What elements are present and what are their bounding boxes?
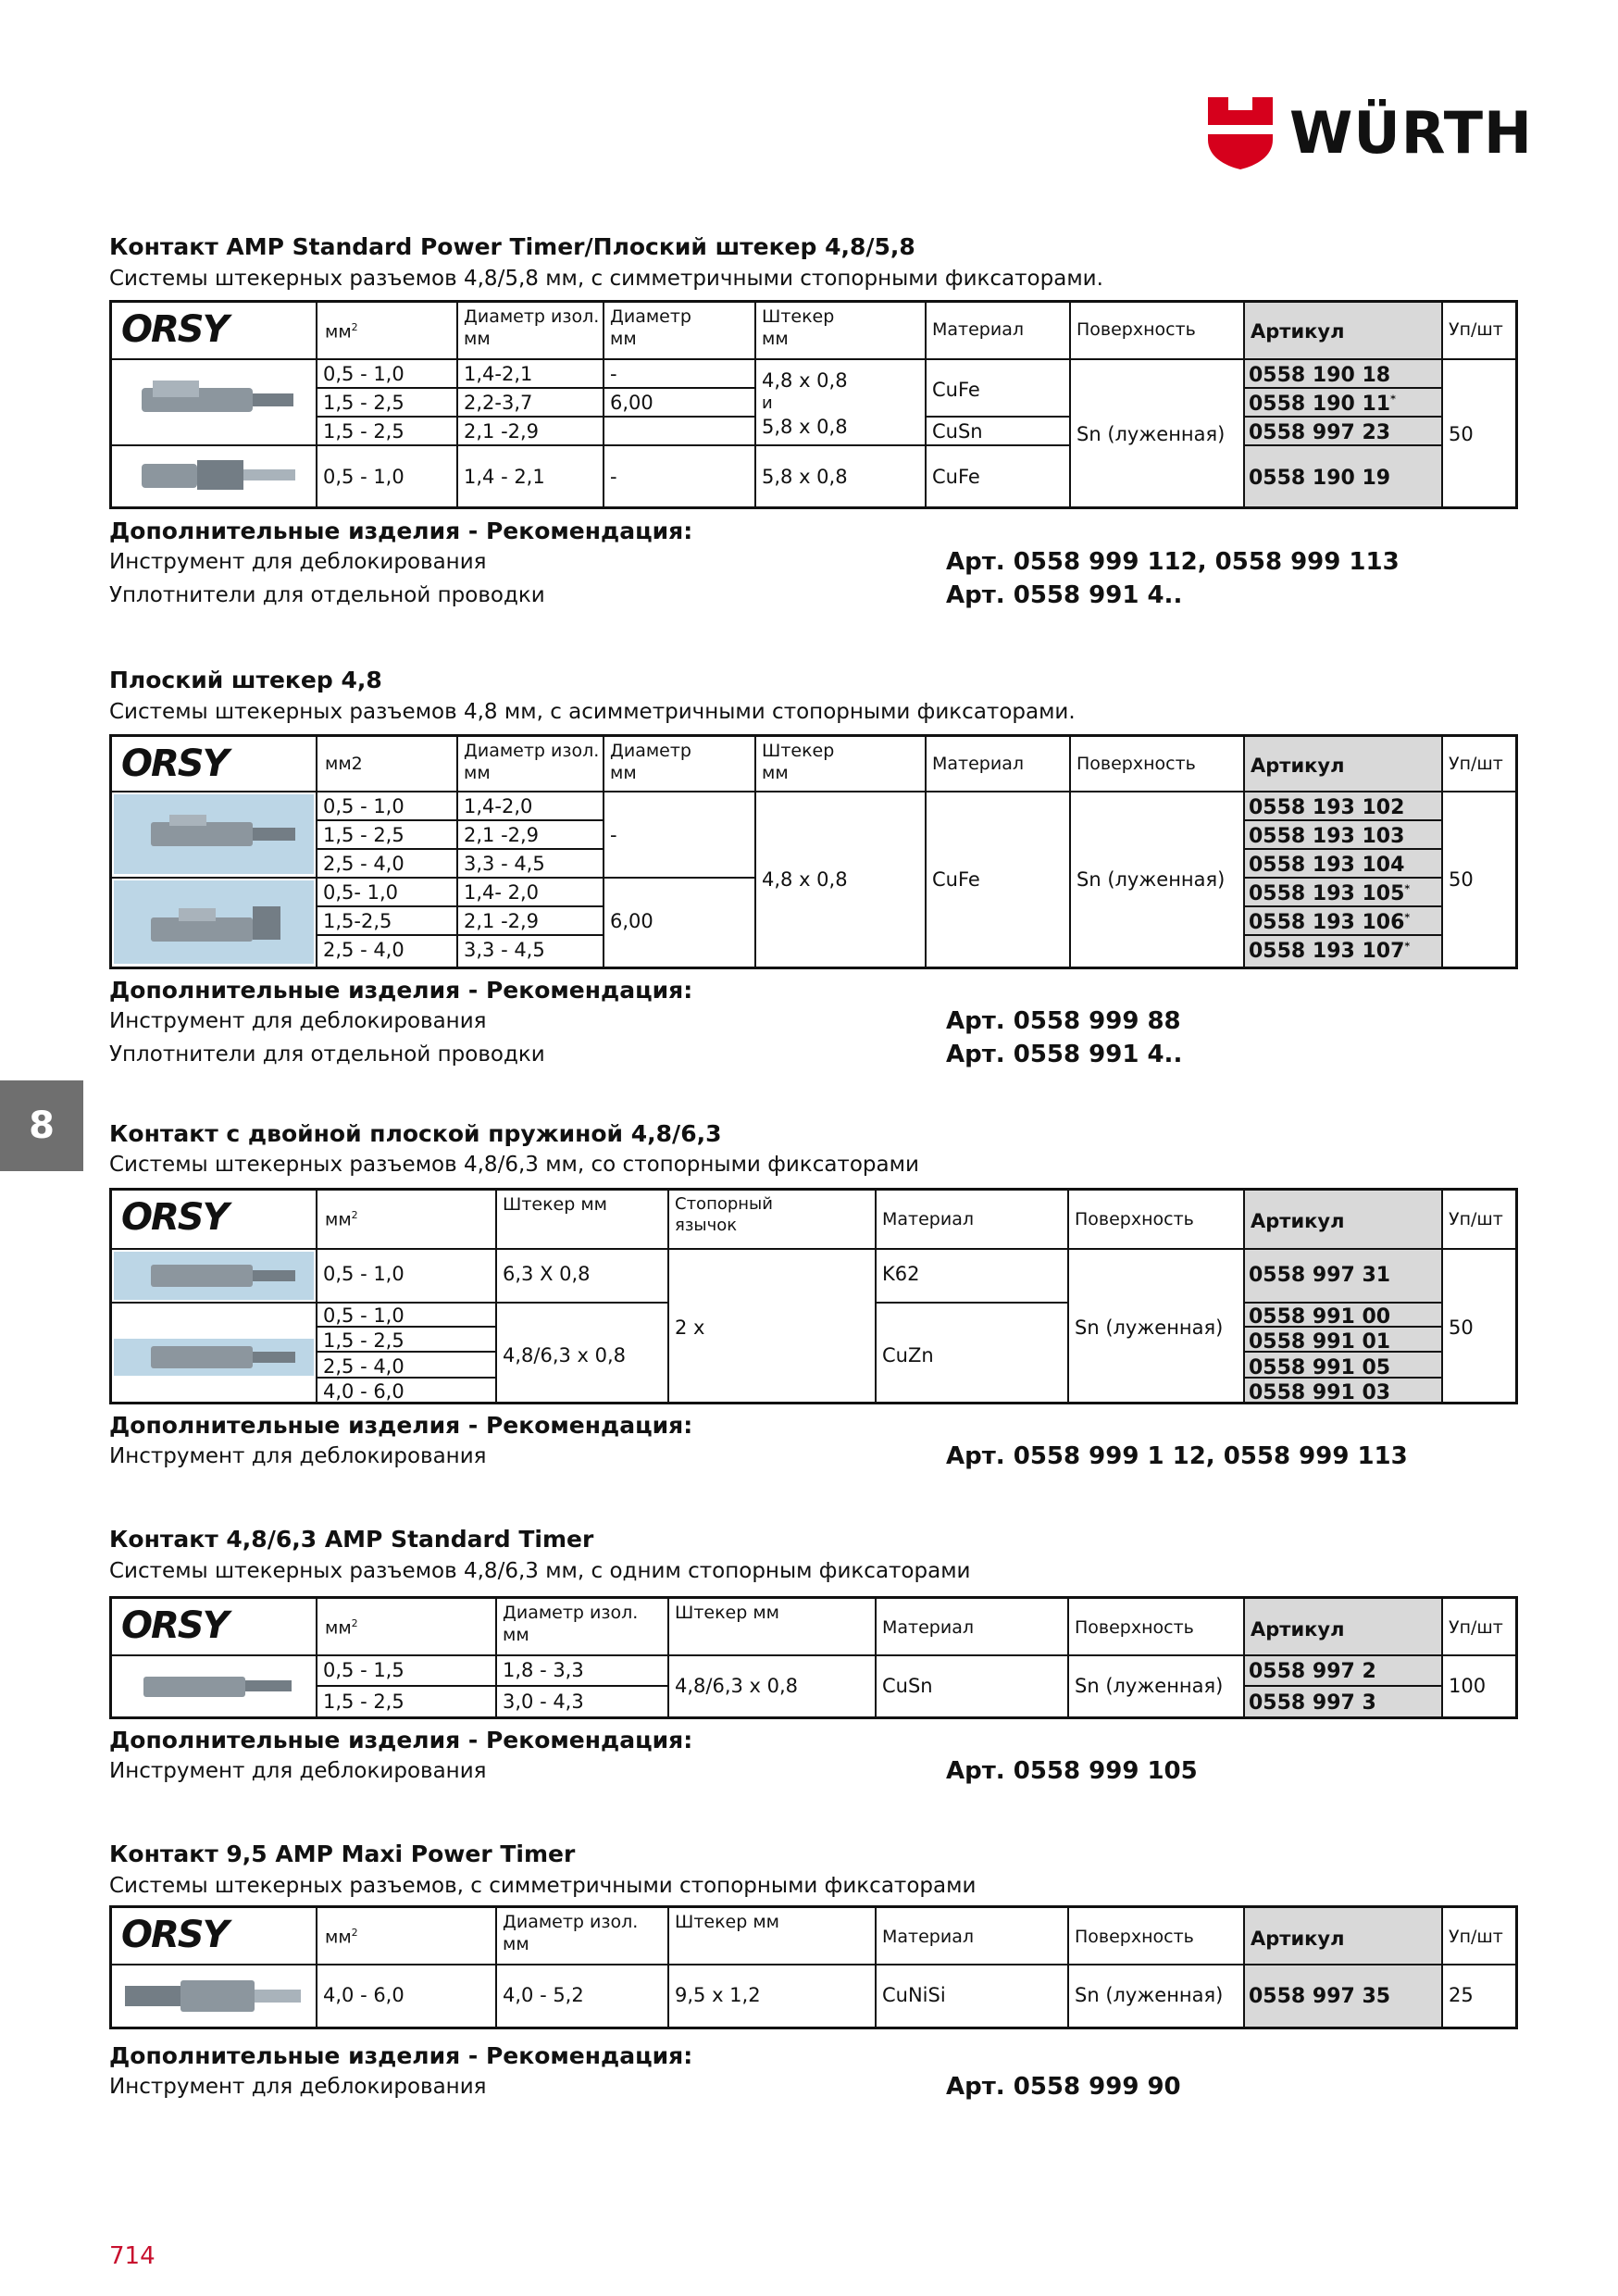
cell-mm2: 0,5 - 1,5: [323, 1659, 404, 1681]
orsy-logo: ORSY: [121, 1196, 228, 1239]
article-number: 0558 997 3: [1249, 1691, 1376, 1715]
header-shteker: Штекер мм: [503, 1194, 608, 1215]
cell-diam-iz: 2,1 -2,9: [464, 420, 540, 443]
cell-shteker: 4,8 x 0,8: [762, 868, 848, 891]
article-number: 0558 997 2: [1249, 1660, 1376, 1683]
cell-mm2: 0,5 - 1,0: [323, 1263, 404, 1285]
header-diam-iz: Диаметр изол. мм: [503, 1912, 639, 1954]
cell-mm2: 1,5 - 2,5: [323, 1329, 404, 1352]
product-photo: [114, 1252, 314, 1300]
header-shteker: Штекер мм: [762, 306, 835, 349]
accessories-title: Дополнительные изделия - Рекомендация:: [109, 977, 693, 1004]
cell-material: CuNiSi: [882, 1984, 946, 2006]
cell-material: CuZn: [882, 1344, 934, 1366]
header-mm2: $мм^2$: [325, 1617, 358, 1639]
cell-mm2: 0,5- 1,0: [323, 881, 399, 904]
article-number: 0558 997 31: [1249, 1264, 1391, 1287]
header-pack: Уп/шт: [1449, 319, 1503, 340]
page-number: 714: [109, 2242, 156, 2270]
cell-material: CuFe: [932, 868, 980, 891]
cell-diam-iz: 1,4- 2,0: [464, 881, 540, 904]
article-number: 0558 193 104: [1249, 854, 1405, 877]
cell-diam: 6,00: [610, 392, 653, 414]
product-table: [109, 1596, 1518, 1719]
header-diam-iz: Диаметр изол. мм: [464, 741, 600, 783]
article-number: 0558 997 23: [1249, 421, 1391, 444]
header-material: Материал: [882, 1209, 974, 1229]
cell-mm2: 2,5 - 4,0: [323, 939, 404, 961]
header-mm2: $мм^2$: [325, 1927, 358, 1948]
article-number: 0558 190 11*: [1249, 393, 1396, 416]
product-photo: [114, 794, 314, 874]
product-table: [109, 1905, 1518, 2029]
cell-surface: Sn (луженная): [1075, 1984, 1224, 2006]
cell-shteker: 5,8 x 0,8: [762, 416, 848, 438]
header-shteker: Штекер мм: [675, 1603, 780, 1623]
article-number: 0558 991 00: [1249, 1305, 1391, 1329]
cell-material: CuSn: [882, 1675, 933, 1697]
article-number: 0558 193 107*: [1249, 940, 1411, 963]
cell-shteker: 6,3 X 0,8: [503, 1263, 591, 1285]
accessory-article: Арт. 0558 999 90: [946, 2073, 1181, 2101]
accessory-label: Инструмент для деблокирования: [109, 1444, 487, 1468]
cell-mm2: 2,5 - 4,0: [323, 1355, 404, 1378]
header-pack: Уп/шт: [1449, 1209, 1503, 1229]
cell-shteker: 9,5 x 1,2: [675, 1984, 761, 2006]
cell-diam-iz: 2,2-3,7: [464, 392, 533, 414]
cell-shteker: 4,8/6,3 x 0,8: [675, 1675, 799, 1697]
cell-diam-iz: 1,4-2,1: [464, 363, 533, 385]
cell-surface: Sn (луженная): [1077, 423, 1226, 445]
accessories-title: Дополнительные изделия - Рекомендация:: [109, 2042, 693, 2069]
header-diam: Диаметр мм: [610, 306, 691, 349]
orsy-logo: ORSY: [121, 742, 228, 785]
header-mm2: мм2: [325, 754, 363, 774]
article-number: 0558 193 103: [1249, 825, 1405, 848]
product-photo: [116, 362, 312, 442]
orsy-logo: ORSY: [121, 308, 228, 351]
header-mm2: $мм^2$: [325, 321, 358, 343]
accessory-article: Арт. 0558 999 105: [946, 1757, 1198, 1785]
cell-material: CuSn: [932, 420, 983, 443]
accessory-label: Инструмент для деблокирования: [109, 1759, 487, 1783]
header-pack: Уп/шт: [1449, 754, 1503, 774]
header-article: Артикул: [1251, 1928, 1345, 1950]
cell-mm2: 1,5 - 2,5: [323, 420, 404, 443]
product-photo: [116, 449, 312, 503]
cell-diam-iz: 1,4-2,0: [464, 795, 533, 817]
product-table: [109, 734, 1518, 969]
header-surface: Поверхность: [1075, 1209, 1194, 1229]
product-photo: [116, 1967, 312, 2023]
section-subtitle: Системы штекерных разъемов 4,8/6,3 мм, с одним стопорным фиксаторами: [109, 1559, 971, 1583]
chapter-tab[interactable]: 8: [0, 1080, 83, 1171]
cell-diam: 6,00: [610, 910, 653, 932]
section-title: Контакт AMP Standard Power Timer/Плоский штекер 4,8/5,8: [109, 233, 915, 260]
cell-surface: Sn (луженная): [1075, 1316, 1224, 1339]
header-surface: Поверхность: [1075, 1927, 1194, 1947]
cell-diam-iz: 3,3 - 4,5: [464, 939, 545, 961]
header-article: Артикул: [1251, 1618, 1345, 1641]
cell-surface: Sn (луженная): [1075, 1675, 1224, 1697]
cell-material: CuFe: [932, 379, 980, 401]
cell-surface: Sn (луженная): [1077, 868, 1226, 891]
article-number: 0558 991 05: [1249, 1356, 1391, 1379]
cell-shteker: 5,8 x 0,8: [762, 466, 848, 488]
header-material: Материал: [932, 754, 1024, 774]
wurth-emblem-icon: [1208, 97, 1273, 169]
cell-pack: 100: [1449, 1675, 1487, 1697]
header-article: Артикул: [1251, 1210, 1345, 1232]
accessory-article: Арт. 0558 999 88: [946, 1007, 1181, 1035]
accessory-article: Арт. 0558 999 1 12, 0558 999 113: [946, 1442, 1408, 1470]
section-title: Контакт 9,5 AMP Maxi Power Timer: [109, 1841, 576, 1867]
header-shteker: Штекер мм: [675, 1912, 780, 1932]
accessory-label: Уплотнители для отдельной проводки: [109, 1042, 545, 1067]
product-table: [109, 1188, 1518, 1404]
cell-diam-iz: 4,0 - 5,2: [503, 1984, 584, 2006]
header-material: Материал: [882, 1617, 974, 1638]
header-shteker: Штекер мм: [762, 741, 835, 783]
header-stop: Стопорный язычок: [675, 1194, 773, 1235]
cell-material: CuFe: [932, 466, 980, 488]
article-number: 0558 991 01: [1249, 1330, 1391, 1354]
section-title: Контакт с двойной плоской пружиной 4,8/6,3: [109, 1120, 722, 1147]
header-surface: Поверхность: [1077, 319, 1196, 340]
cell-mm2: 0,5 - 1,0: [323, 466, 404, 488]
accessory-label: Инструмент для деблокирования: [109, 550, 487, 574]
cell-pack: 50: [1449, 423, 1474, 445]
cell-mm2: 1,5 - 2,5: [323, 824, 404, 846]
cell-material: K62: [882, 1263, 920, 1285]
orsy-logo: ORSY: [121, 1914, 228, 1956]
accessories-title: Дополнительные изделия - Рекомендация:: [109, 1412, 693, 1439]
wurth-logo: [1208, 97, 1533, 169]
header-article: Артикул: [1251, 320, 1345, 343]
accessory-label: Инструмент для деблокирования: [109, 1009, 487, 1033]
header-material: Материал: [932, 319, 1024, 340]
header-material: Материал: [882, 1927, 974, 1947]
accessory-article: Арт. 0558 999 112, 0558 999 113: [946, 548, 1400, 576]
accessory-label: Инструмент для деблокирования: [109, 2075, 487, 2099]
cell-shteker: 4,8/6,3 x 0,8: [503, 1344, 627, 1366]
cell-shteker: и: [762, 393, 773, 413]
cell-mm2: 0,5 - 1,0: [323, 795, 404, 817]
cell-diam: -: [610, 466, 617, 488]
section-subtitle: Системы штекерных разъемов 4,8 мм, с асимметричными стопорными фиксаторами.: [109, 700, 1076, 724]
cell-mm2: 4,0 - 6,0: [323, 1380, 404, 1403]
header-pack: Уп/шт: [1449, 1927, 1503, 1947]
header-article: Артикул: [1251, 755, 1345, 777]
cell-diam-iz: 3,0 - 4,3: [503, 1691, 584, 1713]
cell-mm2: 0,5 - 1,0: [323, 1304, 404, 1327]
header-pack: Уп/шт: [1449, 1617, 1503, 1638]
header-mm2: $мм^2$: [325, 1209, 358, 1230]
article-number: 0558 193 105*: [1249, 882, 1411, 905]
header-diam: Диаметр мм: [610, 741, 691, 783]
header-surface: Поверхность: [1075, 1617, 1194, 1638]
cell-stop: 2 x: [675, 1316, 705, 1339]
brand-name: WÜRTH: [1289, 99, 1533, 167]
cell-pack: 25: [1449, 1984, 1474, 2006]
section-subtitle: Системы штекерных разъемов, с симметричными стопорными фиксаторами: [109, 1874, 977, 1898]
article-number: 0558 193 102: [1249, 796, 1405, 819]
article-number: 0558 190 18: [1249, 364, 1391, 387]
section-subtitle: Системы штекерных разъемов 4,8/5,8 мм, с симметричными стопорными фиксаторами.: [109, 267, 1103, 291]
article-number: 0558 991 03: [1249, 1381, 1391, 1404]
cell-diam: -: [610, 363, 617, 385]
accessory-article: Арт. 0558 991 4..: [946, 1041, 1183, 1068]
header-surface: Поверхность: [1077, 754, 1196, 774]
cell-diam: -: [610, 824, 617, 846]
cell-diam-iz: 1,4 - 2,1: [464, 466, 545, 488]
cell-pack: 50: [1449, 868, 1474, 891]
cell-mm2: 1,5 - 2,5: [323, 392, 404, 414]
article-number: 0558 190 19: [1249, 467, 1391, 490]
accessories-title: Дополнительные изделия - Рекомендация:: [109, 518, 693, 544]
cell-mm2: 2,5 - 4,0: [323, 853, 404, 875]
article-number: 0558 193 106*: [1249, 911, 1411, 934]
section-title: Плоский штекер 4,8: [109, 667, 382, 693]
product-photo: [114, 880, 314, 964]
section-title: Контакт 4,8/6,3 AMP Standard Timer: [109, 1526, 594, 1553]
cell-diam-iz: 2,1 -2,9: [464, 824, 540, 846]
section-subtitle: Системы штекерных разъемов 4,8/6,3 мм, со стопорными фиксаторами: [109, 1153, 919, 1177]
cell-diam-iz: 3,3 - 4,5: [464, 853, 545, 875]
header-diam-iz: Диаметр изол. мм: [503, 1603, 639, 1645]
cell-mm2: 0,5 - 1,0: [323, 363, 404, 385]
cell-pack: 50: [1449, 1316, 1474, 1339]
cell-mm2: 1,5 - 2,5: [323, 1691, 404, 1713]
accessory-article: Арт. 0558 991 4..: [946, 581, 1183, 609]
cell-shteker: 4,8 x 0,8: [762, 369, 848, 392]
article-number: 0558 997 35: [1249, 1985, 1391, 2008]
product-photo: [116, 1658, 312, 1714]
product-photo: [114, 1305, 314, 1398]
cell-diam-iz: 1,8 - 3,3: [503, 1659, 584, 1681]
accessories-title: Дополнительные изделия - Рекомендация:: [109, 1727, 693, 1753]
accessory-label: Уплотнители для отдельной проводки: [109, 583, 545, 607]
header-diam-iz: Диаметр изол. мм: [464, 306, 600, 349]
orsy-logo: ORSY: [121, 1604, 228, 1647]
cell-diam-iz: 2,1 -2,9: [464, 910, 540, 932]
cell-mm2: 4,0 - 6,0: [323, 1984, 404, 2006]
product-table: [109, 300, 1518, 509]
cell-mm2: 1,5-2,5: [323, 910, 392, 932]
